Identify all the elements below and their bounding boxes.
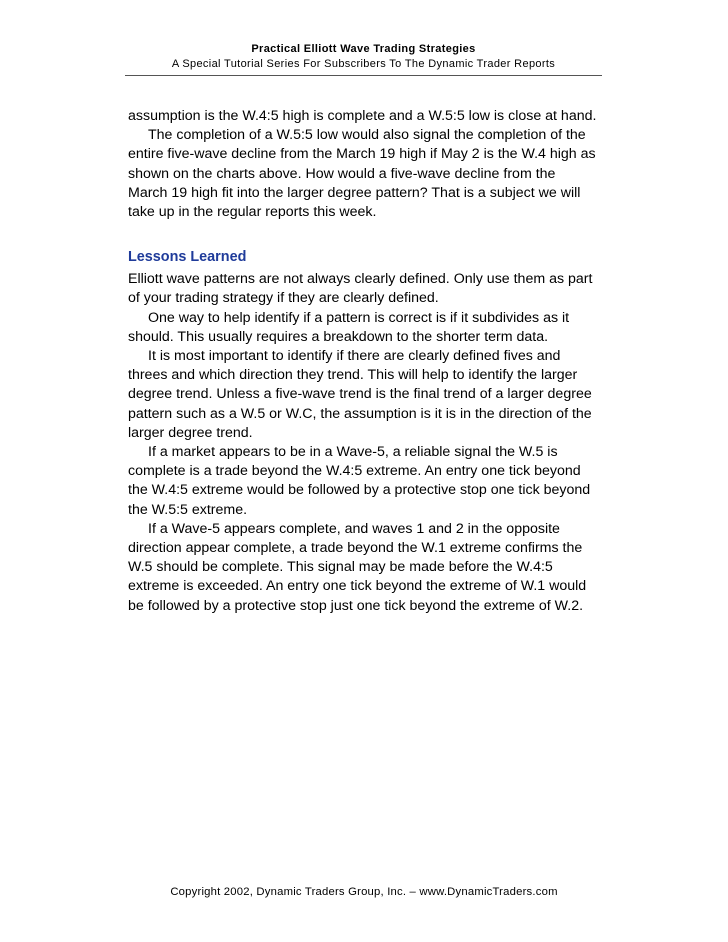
report-title: Practical Elliott Wave Trading Strategies — [251, 43, 476, 55]
paragraph-lesson-1: Elliott wave patterns are not always clearly defined. Only use them as part of your trading strategy if they are clearly defined. — [128, 271, 593, 307]
document-body — [128, 107, 598, 616]
paragraph-lesson-4: If a market appears to be in a Wave-5, a reliable signal the W.5 is complete is a trade beyond the W.4:5 extreme. An entry one tick beyond the W.4:5 extreme would be followed by a protective stop one tick beyond the W.5:5 extreme. — [128, 444, 591, 518]
section-heading-lessons-learned: Lessons Learned — [128, 249, 247, 266]
paragraph-continuation: assumption is the W.4:5 high is complete and a W.5:5 low is close at hand. — [128, 108, 597, 124]
page-header — [125, 42, 602, 72]
paragraph-lesson-5: If a Wave-5 appears complete, and waves 1 and 2 in the opposite direction appear complete, a trade beyond the W.1 extreme confirms the W.5 should be complete. This signal may be made before the W.4:5 extreme is exceeded. An entry one tick beyond the extreme of W.1 would be followed by a protective stop just one tick beyond the extreme of W.2. — [128, 520, 587, 614]
report-subtitle: A Special Tutorial Series For Subscribers To The Dynamic Trader Reports — [171, 58, 556, 70]
paragraph-lesson-3: It is most important to identify if there are clearly defined fives and threes and which direction they trend. This will help to identify the larger degree trend. Unless a five-wave trend is the final trend of a larger degree pattern such as a W.5 or W.C, the assumption is it is in the direction of the larger degree trend. — [128, 348, 592, 441]
paragraph-w55-completion: The completion of a W.5:5 low would also signal the completion of the entire five-wave decline from the March 19 high if May 2 is the W.4 high as shown on the charts above. How would a five-wave decline from the March 19 high fit into the larger degree pattern? That is a subject we will take up in the regular reports this week. — [128, 127, 596, 221]
paragraph-lesson-2: One way to help identify if a pattern is correct is if it subdivides as it should. This usually requires a breakdown to the shorter term data. — [128, 309, 570, 345]
page-footer — [110, 885, 618, 899]
copyright-notice: Copyright 2002, Dynamic Traders Group, Inc. – www.DynamicTraders.com — [170, 886, 558, 898]
header-divider — [125, 75, 602, 76]
